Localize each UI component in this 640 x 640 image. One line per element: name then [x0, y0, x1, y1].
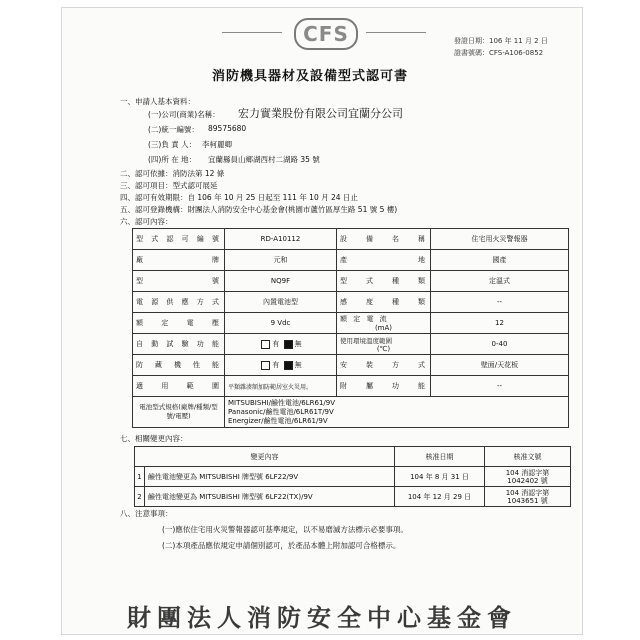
spec-label: 額 定 電 壓 [133, 313, 225, 334]
spec-label: 適 用 範 圍 [133, 376, 225, 397]
document-title: 消防機具器材及設備型式認可書 [212, 69, 409, 84]
table-row [135, 487, 571, 507]
table-row [133, 271, 569, 292]
cfs-logo: CFS [294, 18, 358, 50]
table-row [133, 334, 569, 355]
approval-ref-line: 104 消認字第 [505, 488, 550, 497]
header-date: 核准日期 [395, 447, 485, 467]
checkbox-no-checked [284, 340, 293, 349]
approval-ref [485, 487, 571, 507]
change-content: 鹼性電池變更為 MITSUBISHI 牌型號 6LF22(TX)/9V [145, 487, 395, 507]
approval-date: 104 年 12 月 29 日 [395, 487, 485, 507]
approval-ref [485, 467, 571, 487]
spec-label: 電 源 供 應 方 式 [133, 292, 225, 313]
item-line: 三、認可項目：型式認可展延 [120, 181, 218, 190]
logo-rule-right [366, 32, 426, 33]
current-unit: (mA) [374, 324, 393, 332]
spec-value: 9 Vdc [225, 313, 337, 334]
battery-line: Panasonic/鹼性電池/6LR61T/9V [228, 407, 334, 416]
basis-line: 二、認可依據：消防法第 12 條 [120, 169, 225, 178]
option-no-label: 無 [294, 361, 302, 369]
spec-value: NQ9F [225, 271, 337, 292]
approval-ref-line: 1043651 號 [507, 496, 548, 505]
change-content: 鹼性電池變更為 MITSUBISHI 牌型號 6LF22/9V [145, 467, 395, 487]
representative: 李柯麗卿 [202, 140, 232, 149]
tax-id: 89575680 [208, 124, 247, 133]
spec-label: 安 裝 方 式 [337, 355, 431, 376]
approval-date: 104 年 8 月 31 日 [395, 467, 485, 487]
approval-ref-line: 1042402 號 [507, 476, 548, 485]
history-table [134, 446, 571, 507]
note-item: (二)本項產品應依規定申請個別認可，於產品本體上附加認可合格標示。 [162, 541, 401, 550]
spec-value: RD-A10112 [225, 229, 337, 250]
option-yes-label: 有 [272, 340, 280, 348]
battery-spec-cell [225, 397, 569, 428]
tax-id-label: (二)統一編號： [148, 125, 199, 134]
spec-value: -- [431, 292, 569, 313]
company-name: 宏力實業股份有限公司宜蘭分公司 [238, 107, 403, 120]
spec-label: 型 式 認 可 編 號 [133, 229, 225, 250]
spec-value: 12 [431, 313, 569, 334]
spec-label: 防 藏 機 性 能 [133, 355, 225, 376]
history-heading: 七、相關變更內容： [120, 434, 188, 443]
spec-label: 廠 牌 [133, 250, 225, 271]
table-row [133, 376, 569, 397]
certificate-page [62, 8, 582, 634]
battery-line: Energizer/鹼性電池/6LR61/9V [228, 416, 328, 425]
note-item: (一)應依住宅用火災警報器認可基準規定，以不易磨滅方法標示必要事項。 [162, 525, 408, 534]
table-row [133, 250, 569, 271]
issue-date: 發證日期：106 年 11 月 2 日 [454, 37, 548, 45]
table-row [135, 467, 571, 487]
spec-label: 型 式 種 類 [337, 271, 431, 292]
table-row [133, 397, 569, 428]
table-row [133, 292, 569, 313]
option-yes-label: 有 [272, 361, 280, 369]
applicant-heading: 一、申請人基本資料： [120, 97, 195, 106]
table-row [133, 229, 569, 250]
spec-label: 產 地 [337, 250, 431, 271]
spec-label-with-unit [337, 313, 431, 334]
tamper-options [225, 355, 337, 376]
company-label: (一)公司(商業)名稱： [148, 110, 220, 119]
checkbox-no-checked [284, 361, 293, 370]
spec-label-with-unit [337, 334, 431, 355]
spec-value: 平類雜湊額加防範居室火災用。 [225, 376, 337, 397]
issuer-footer: 財團法人消防安全中心基金會 [127, 603, 517, 632]
validity-line: 四、認可有效期限：自 106 年 10 月 25 日起至 111 年 10 月 24 日止 [120, 193, 358, 202]
spec-value: -- [431, 376, 569, 397]
spec-label: 型 號 [133, 271, 225, 292]
option-no-label: 無 [294, 340, 302, 348]
approval-ref-line: 104 消認字第 [505, 468, 550, 477]
spec-value: 住宅用火災警報器 [431, 229, 569, 250]
spec-value: 壁面/天花板 [431, 355, 569, 376]
temp-unit: (℃) [376, 344, 391, 353]
issuer-line: 五、認可登錄機構：財團法人消防安全中心基金會(桃園市蘆竹區厚生路 51 號 5 樓) [120, 205, 398, 214]
logo-rule-left [222, 32, 282, 33]
certificate-number: 證書號碼：CFS-A106-0852 [454, 49, 544, 57]
address-label: (四)所 在 地： [148, 155, 197, 164]
row-number: 2 [135, 487, 145, 507]
checkbox-yes [261, 340, 270, 349]
spec-label: 設 備 名 稱 [337, 229, 431, 250]
spec-label: 自 動 試 驗 功 能 [133, 334, 225, 355]
spec-table [132, 228, 569, 428]
header-content: 變更內容 [135, 447, 395, 467]
notes-heading: 八、注意事項： [120, 509, 173, 518]
table-row [133, 313, 569, 334]
spec-value: 0-40 [431, 334, 569, 355]
row-number: 1 [135, 467, 145, 487]
spec-value: 內置電池型 [225, 292, 337, 313]
header-ref: 核准文號 [485, 447, 571, 467]
spec-label: 額 定 電 流 [340, 315, 389, 323]
spec-value: 定溫式 [431, 271, 569, 292]
battery-label: 電池型式規格(廠牌/種類/型號/電壓) [133, 397, 225, 428]
auto-test-options [225, 334, 337, 355]
table-header-row [135, 447, 571, 467]
checkbox-yes [261, 361, 270, 370]
content-heading: 六、認可內容： [120, 217, 173, 226]
spec-label: 使用環境溫度範圍 [340, 336, 392, 345]
representative-label: (三)負 責 人： [148, 140, 197, 149]
table-row [133, 355, 569, 376]
spec-value: 國產 [431, 250, 569, 271]
spec-label: 感 度 種 類 [337, 292, 431, 313]
battery-line: MITSUBISHI/鹼性電池/6LR61/9V [228, 398, 336, 407]
spec-value: 元和 [225, 250, 337, 271]
address: 宜蘭縣員山鄉湖西村二湖路 35 號 [208, 155, 320, 164]
spec-label: 附 屬 功 能 [337, 376, 431, 397]
